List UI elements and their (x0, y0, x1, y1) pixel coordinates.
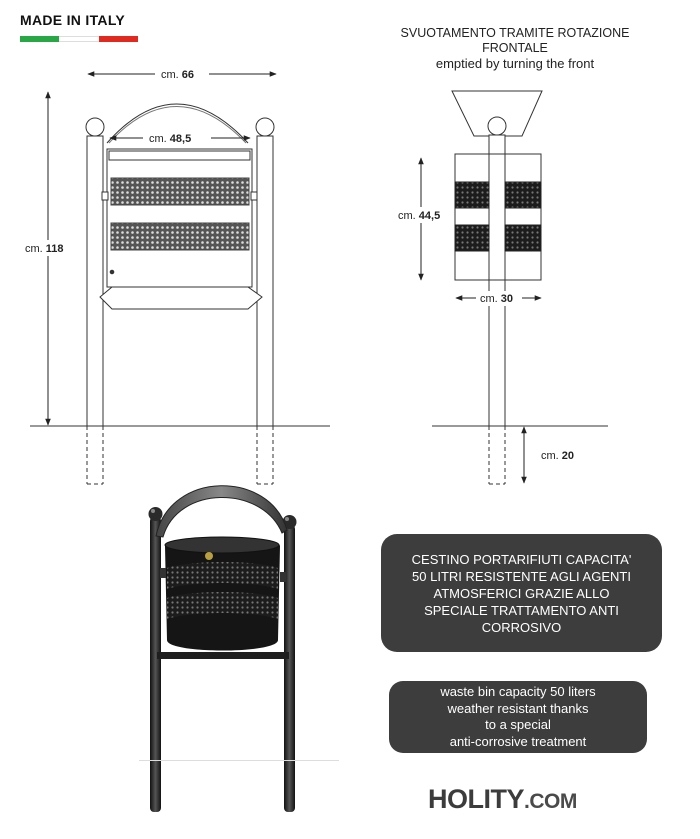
description-italian-line: 50 LITRI RESISTENTE AGLI AGENTI (412, 568, 631, 584)
inner-width-dimension-label: cm. 48,5 (149, 133, 192, 145)
made-in-italy-label: MADE IN ITALY (20, 12, 126, 28)
bin-height-dimension-label: cm. 44,5 (398, 210, 441, 222)
bin-width-dimension-label: cm. 30 (480, 293, 514, 305)
logo-suffix: .COM (524, 790, 577, 813)
description-english (389, 681, 647, 753)
description-italian-line: SPECIALE TRATTAMENTO ANTI (424, 602, 619, 618)
description-english-line: weather resistant thanks (447, 700, 589, 716)
front-elevation-drawing (86, 104, 274, 484)
description-english-line: waste bin capacity 50 liters (440, 684, 596, 699)
description-english-line: anti-corrosive treatment (449, 733, 587, 749)
description-italian-line: CESTINO PORTARIFIUTI CAPACITA' (411, 551, 632, 567)
description-italian (381, 534, 662, 652)
description-italian-line: CORROSIVO (481, 619, 562, 635)
description-english-line: to a special (485, 717, 551, 732)
width-dimension-label: cm. 66 (161, 69, 195, 81)
height-dimension-label: cm. 118 (25, 243, 64, 255)
product-photo (139, 486, 339, 812)
rotation-caption-line3: emptied by turning the front (435, 56, 595, 71)
logo-main: HOLITY (428, 784, 524, 814)
description-italian-line: ATMOSFERICI GRAZIE ALLO (433, 585, 610, 601)
holity-logo (428, 784, 577, 815)
rotation-caption-line1: SVUOTAMENTO TRAMITE ROTAZIONE (400, 26, 630, 40)
rotation-caption-line2: FRONTALE (482, 41, 548, 55)
depth-dimension-label: cm. 20 (541, 450, 575, 462)
side-elevation-drawing (452, 91, 542, 484)
